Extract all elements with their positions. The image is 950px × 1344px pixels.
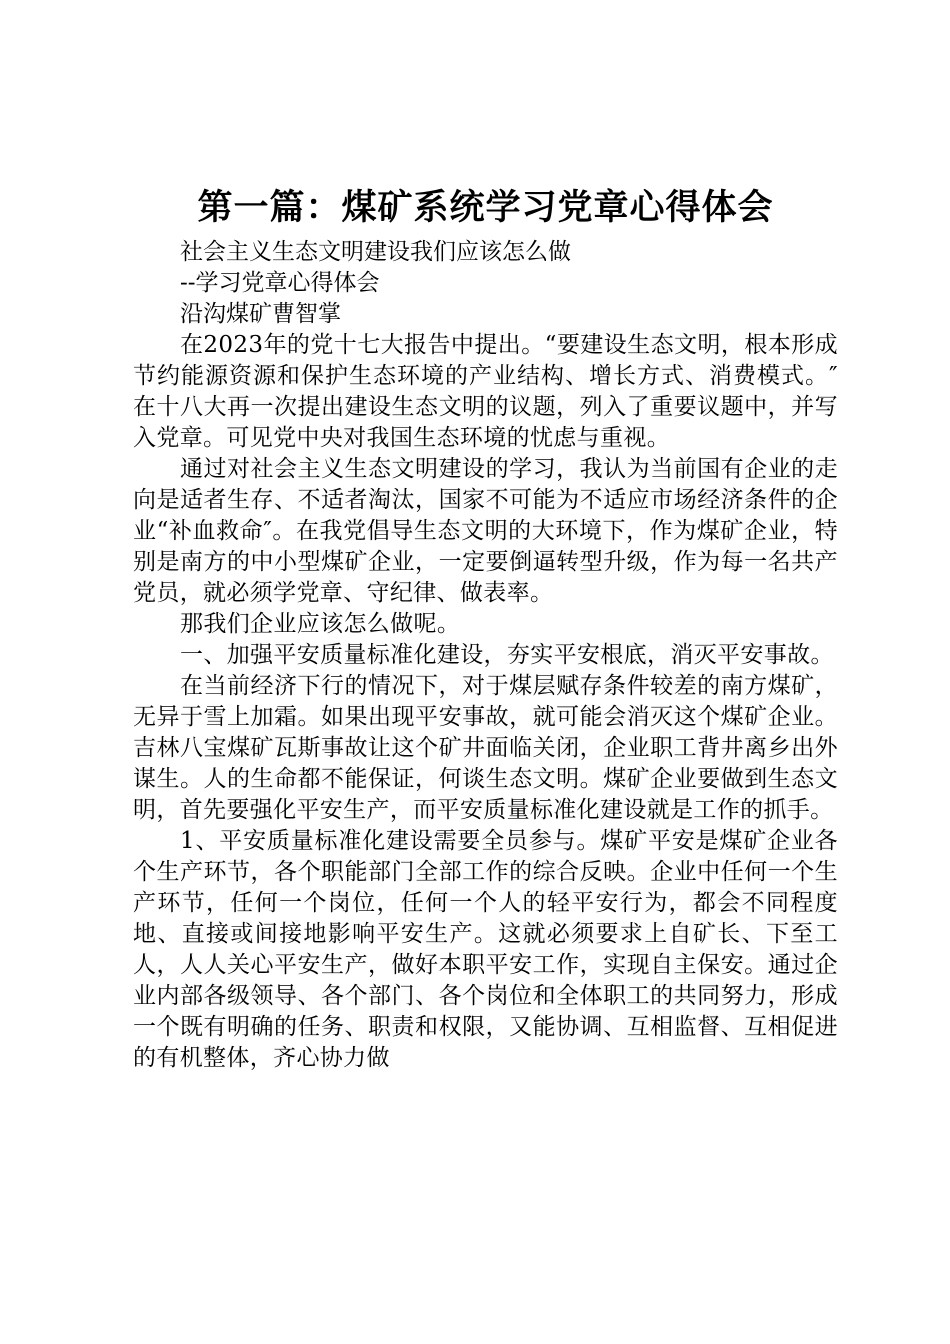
author-line: 沿沟煤矿曹智掌 [180,301,341,327]
section-heading: 一、加强平安质量标准化建设，夯实平安根底，消灭平安事故。 [180,642,834,668]
body-paragraph: 通过对社会主义生态文明建设的学习，我认为当前国有企业的走向是适者生存、不适者淘汰，国家不可能为不适应市场经济条件的企业“补血救命″。在我党倡导生态文明的大环境下，作为煤矿企业，特别是南方的中小型煤矿企业，一定要倒逼转型升级，作为每一名共产党员，就必须学党章、守纪律、做表率。 [133,456,838,606]
body-paragraph: 那我们企业应该怎么做呢。 [180,611,461,637]
body-paragraph: 1、平安质量标准化建设需要全员参与。煤矿平安是煤矿企业各个生产环节，各个职能部门全部工作的综合反映。企业中任何一个生产环节，任何一个岗位，任何一个人的轻平安行为，都会不同程度地、直接或间接地影响平安生产。这就必须要求上自矿长、下至工人，人人关心平安生产，做好本职平安工作，实现自主保安。通过企业内部各级领导、各个部门、各个岗位和全体职工的共同努力，形成一个既有明确的任务、职责和权限，又能协调、互相监督、互相促进的有机整体，齐心协力做 [133,828,838,1071]
subtitle-line: --学习党章心得体会 [180,270,380,296]
body-paragraph: 在当前经济下行的情况下，对于煤层赋存条件较差的南方煤矿，无异于雪上加霜。如果出现平安事故，就可能会消灭这个煤矿企业。吉林八宝煤矿瓦斯事故让这个矿井面临关闭，企业职工背井离乡出外谋生。人的生命都不能保证，何谈生态文明。煤矿企业要做到生态文明，首先要强化平安生产，而平安质量标准化建设就是工作的抓手。 [133,673,838,823]
document-page [133,183,838,1074]
body-paragraph: 在2023年的党十七大报告中提出。“要建设生态文明，根本形成节约能源资源和保护生态环境的产业结构、增长方式、消费模式。″在十八大再一次提出建设生态文明的议题，列入了重要议题中，并写入党章。可见党中央对我国生态环境的忧虑与重视。 [133,332,838,451]
document-title: 第一篇：煤矿系统学习党章心得体会 [197,188,774,228]
subtitle-line: 社会主义生态文明建设我们应该怎么做 [180,239,571,265]
